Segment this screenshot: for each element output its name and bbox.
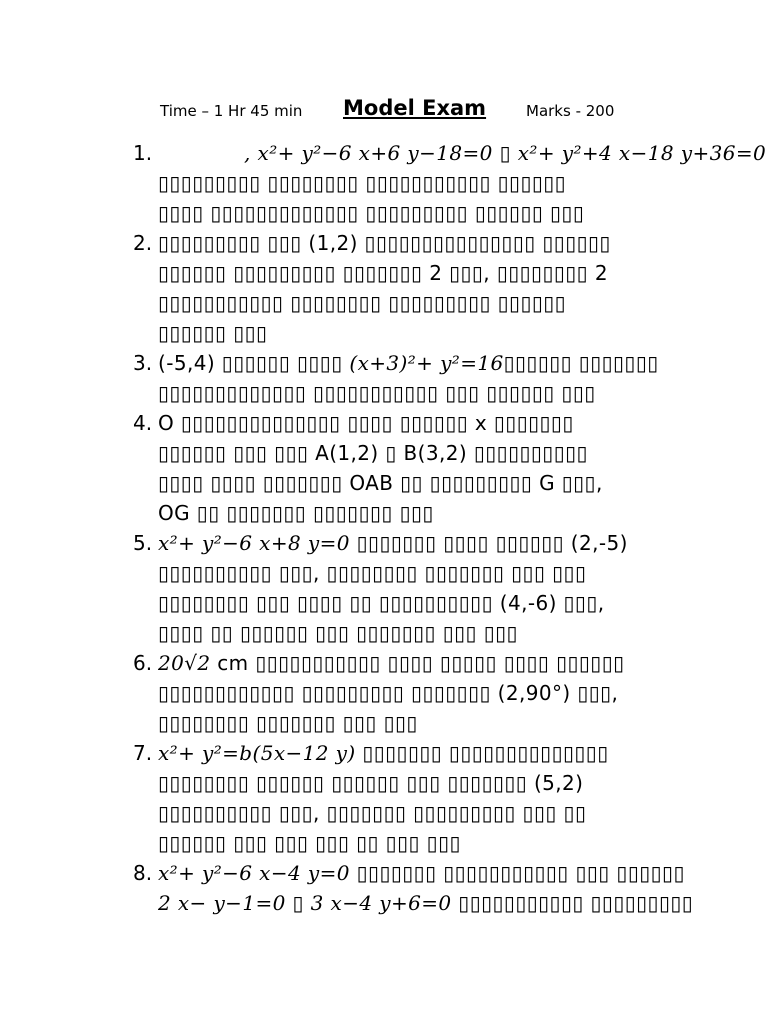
question-number: 8. <box>133 861 153 885</box>
equation: x²+ y²=b(5x−12 y) <box>158 741 356 765</box>
question-line: ▯▯▯▯▯▯▯▯▯ ▯▯▯▯▯▯▯▯ ▯▯▯▯▯▯▯▯▯▯▯ ▯▯▯▯▯▯ <box>158 171 567 195</box>
question-text: (-5,4) ▯▯▯▯▯▯ ▯▯▯▯ <box>158 351 350 375</box>
question-number: 3. <box>133 351 153 375</box>
unsupported-glyph: ▯ <box>285 891 311 915</box>
question-number: 7. <box>133 741 153 765</box>
question-number: 4. <box>133 411 153 435</box>
question-line: ▯▯▯▯▯▯▯▯▯▯ ▯▯▯, ▯▯▯▯▯▯▯ ▯▯▯▯▯▯▯▯▯ ▯▯▯ ▯▯ <box>158 801 587 825</box>
question-line <box>158 348 684 378</box>
question-line <box>158 528 684 558</box>
question-line: ▯▯▯▯▯▯ ▯▯▯▯▯▯▯▯▯ ▯▯▯▯▯▯▯ 2 ▯▯▯, ▯▯▯▯▯▯▯▯ 2 <box>158 261 608 285</box>
question-line: ▯▯▯▯ ▯▯▯▯ ▯▯▯▯▯▯▯ OAB ▯▯ ▯▯▯▯▯▯▯▯▯ G ▯▯▯, <box>158 471 603 495</box>
question-text: ▯▯▯▯▯▯▯▯▯▯▯ ▯▯▯▯▯▯▯▯▯ <box>451 891 694 915</box>
question-line: ▯▯▯▯▯▯▯▯▯▯▯▯ ▯▯▯▯▯▯▯▯▯ ▯▯▯▯▯▯▯ (2,90°) ▯▯▯, <box>158 681 619 705</box>
question-5 <box>0 528 768 648</box>
question-line: ▯▯▯▯▯▯▯▯▯▯▯ ▯▯▯▯▯▯▯▯ ▯▯▯▯▯▯▯▯▯ ▯▯▯▯▯▯ <box>158 291 567 315</box>
question-text: ▯▯▯▯▯▯▯ ▯▯▯▯▯▯▯▯▯▯▯▯▯▯ <box>355 741 609 765</box>
equation: x²+ y²−6 x+8 y=0 <box>158 531 350 555</box>
question-text: ▯▯▯▯▯▯▯ ▯▯▯▯▯▯▯▯▯▯▯ ▯▯▯ ▯▯▯▯▯▯ <box>349 861 685 885</box>
exam-marks: Marks - 200 <box>526 102 615 120</box>
equation: , x²+ y²−6 x+6 y−18=0 <box>244 141 493 165</box>
question-text: ▯▯▯▯▯▯ ▯▯▯▯▯▯▯ <box>503 351 659 375</box>
question-number: 6. <box>133 651 153 675</box>
question-8 <box>0 858 768 918</box>
question-2 <box>0 228 768 348</box>
question-7 <box>0 738 768 858</box>
question-line <box>158 648 684 678</box>
question-3 <box>0 348 768 408</box>
question-line: ▯▯▯▯▯▯▯▯ ▯▯▯ ▯▯▯▯ ▯▯ ▯▯▯▯▯▯▯▯▯▯ (4,-6) ▯▯▯, <box>158 591 605 615</box>
question-line: ▯▯▯▯▯▯▯▯ ▯▯▯▯▯▯ ▯▯▯▯▯▯ ▯▯▯ ▯▯▯▯▯▯▯ (5,2) <box>158 771 584 795</box>
equation: 20√2 <box>158 651 211 675</box>
question-line: ▯▯▯▯▯▯▯▯▯▯ ▯▯▯, ▯▯▯▯▯▯▯▯ ▯▯▯▯▯▯▯ ▯▯▯ ▯▯▯ <box>158 561 587 585</box>
question-line: O ▯▯▯▯▯▯▯▯▯▯▯▯▯▯ ▯▯▯▯ ▯▯▯▯▯▯ x ▯▯▯▯▯▯▯ <box>158 411 574 435</box>
question-line <box>158 138 767 168</box>
exam-header <box>0 96 768 126</box>
question-6 <box>0 648 768 738</box>
exam-title: Model Exam <box>343 96 487 120</box>
equation: 2 x− y−1=0 <box>158 891 286 915</box>
equation: x²+ y²−6 x−4 y=0 <box>158 861 350 885</box>
question-list <box>0 138 768 918</box>
exam-time: Time – 1 Hr 45 min <box>160 102 303 120</box>
equation: x²+ y²+4 x−18 y+36=0 <box>517 141 767 165</box>
question-number: 1. <box>133 141 153 165</box>
question-line: ▯▯▯▯ ▯▯▯▯▯▯▯▯▯▯▯▯▯ ▯▯▯▯▯▯▯▯▯ ▯▯▯▯▯▯ ▯▯▯ <box>158 201 585 225</box>
question-line: ▯▯▯▯▯▯ ▯▯▯ <box>158 321 268 345</box>
question-1 <box>0 138 768 228</box>
question-line: ▯▯▯▯▯▯▯▯▯ ▯▯▯ (1,2) ▯▯▯▯▯▯▯▯▯▯▯▯▯▯▯ ▯▯▯▯▯▯ <box>158 231 611 255</box>
question-line: ▯▯▯▯▯▯ ▯▯▯ ▯▯▯ ▯▯▯ ▯▯ ▯▯▯ ▯▯▯ <box>158 831 461 855</box>
question-line: ▯▯▯▯▯▯▯▯ ▯▯▯▯▯▯▯ ▯▯▯ ▯▯▯ <box>158 711 418 735</box>
question-line: ▯▯▯▯▯▯▯▯▯▯▯▯▯ ▯▯▯▯▯▯▯▯▯▯▯ ▯▯▯ ▯▯▯▯▯▯ ▯▯▯ <box>158 381 596 405</box>
equation: 3 x−4 y+6=0 <box>310 891 452 915</box>
question-line <box>158 738 684 768</box>
equation: (x+3)²+ y²=16 <box>349 351 504 375</box>
question-number: 5. <box>133 531 153 555</box>
question-line <box>158 888 694 918</box>
question-line: ▯▯▯▯▯▯ ▯▯▯ ▯▯▯ A(1,2) ▯ B(3,2) ▯▯▯▯▯▯▯▯▯▯ <box>158 441 588 465</box>
unsupported-glyph: ▯ <box>499 141 511 165</box>
question-number: 2. <box>133 231 153 255</box>
question-text: cm ▯▯▯▯▯▯▯▯▯▯▯ ▯▯▯▯ ▯▯▯▯▯ ▯▯▯▯ ▯▯▯▯▯▯ <box>210 651 625 675</box>
question-line: OG ▯▯ ▯▯▯▯▯▯▯ ▯▯▯▯▯▯▯ ▯▯▯ <box>158 501 434 525</box>
question-text: ▯▯▯▯▯▯▯ ▯▯▯▯ ▯▯▯▯▯▯ (2,-5) <box>349 531 628 555</box>
question-line: ▯▯▯▯ ▯▯ ▯▯▯▯▯▯ ▯▯▯ ▯▯▯▯▯▯▯ ▯▯▯ ▯▯▯ <box>158 621 518 645</box>
question-4 <box>0 408 768 528</box>
question-line <box>158 858 684 888</box>
